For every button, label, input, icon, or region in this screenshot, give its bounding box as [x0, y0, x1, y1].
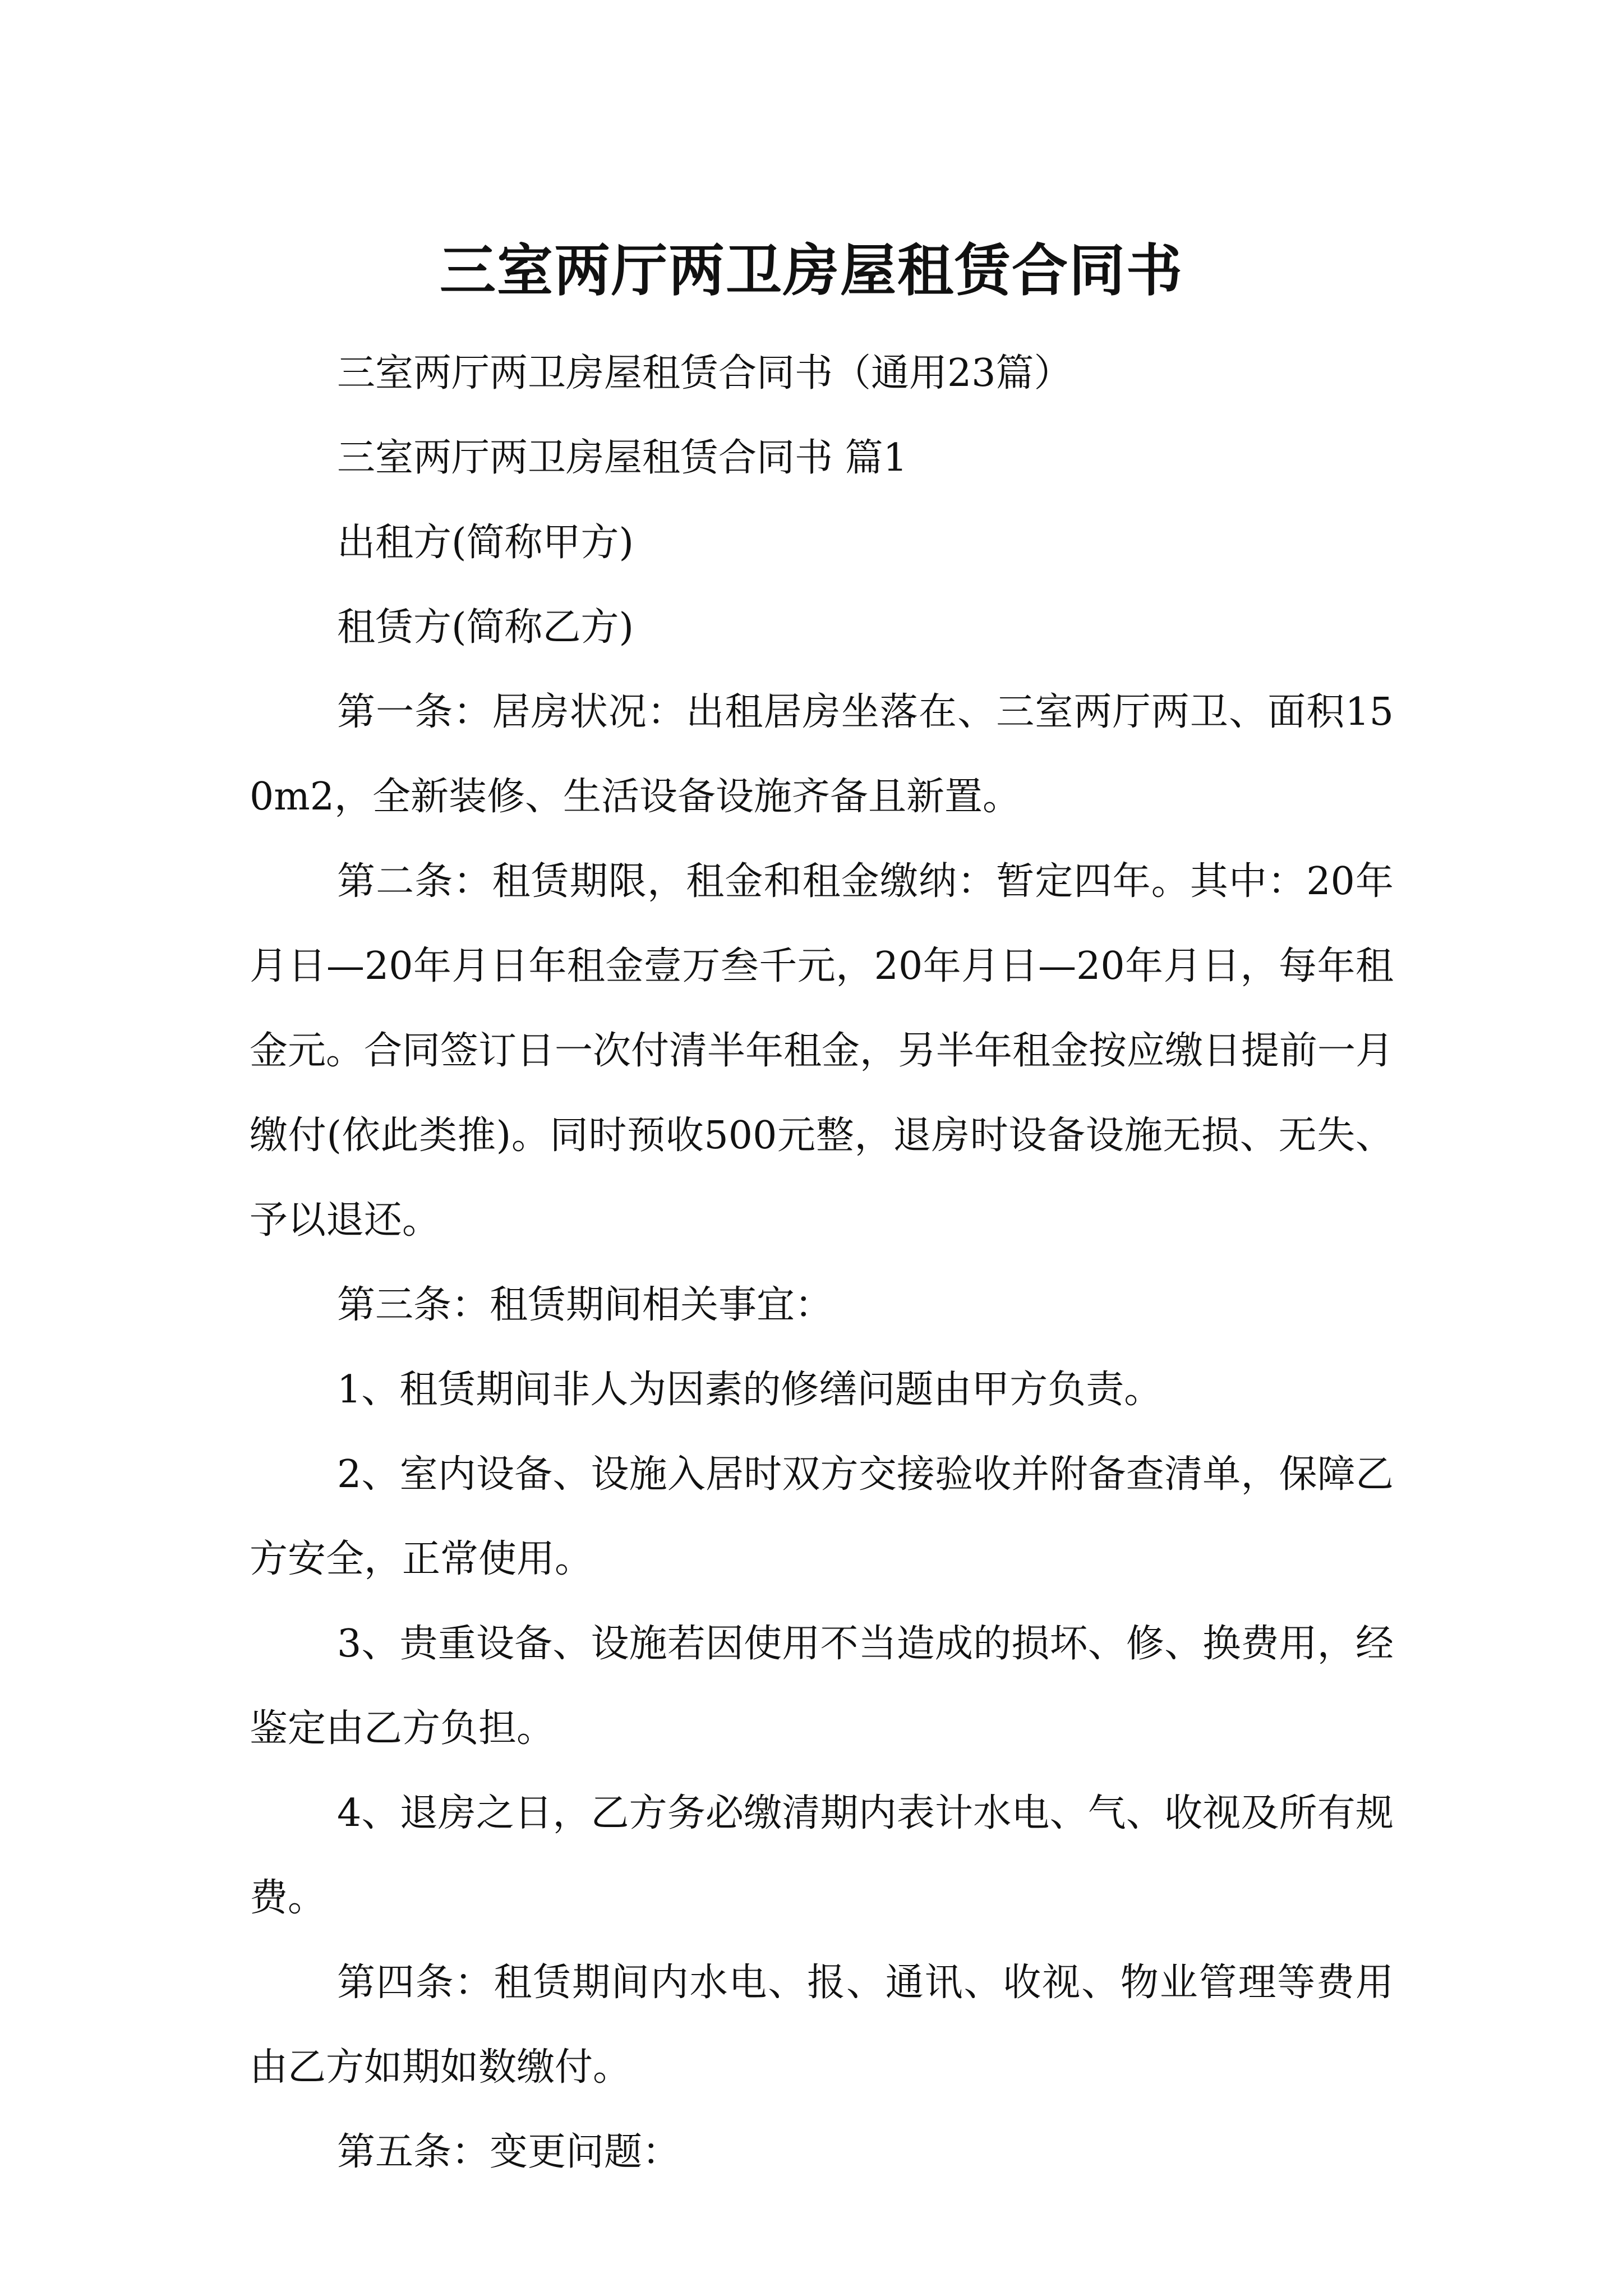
paragraph-item-1: 1、租赁期间非人为因素的修缮问题由甲方负责。 — [337, 1368, 1163, 1412]
paragraph-section-heading: 三室两厅两卫房屋租赁合同书 篇1 — [337, 436, 907, 480]
paragraph-item-3: 3、贵重设备、设施若因使用不当造成的损坏、修、换费用，经鉴定由乙方负担。 — [250, 1622, 1394, 1751]
paragraph-item-2: 2、室内设备、设施入居时双方交接验收并附备查清单，保障乙方安全，正常使用。 — [250, 1452, 1394, 1581]
document-title: 三室两厅两卫房屋租赁合同书 — [440, 237, 1183, 303]
paragraph-article-3: 第三条：租赁期间相关事宜： — [337, 1283, 833, 1327]
paragraph-article-1: 第一条：居房状况：出租居房坐落在、三室两厅两卫、面积150m2，全新装修、生活设备设施齐备且新置。 — [250, 690, 1394, 819]
document-body — [250, 331, 1394, 2194]
paragraph-article-2: 第二条：租赁期限，租金和租金缴纳：暂定四年。其中：20年月日—20年月日年租金壹万叁千元，20年月日—20年月日，每年租金元。合同签订日一次付清半年租金，另半年租金按应缴日提前一月缴付(依此类推)。同时预收500元整，退房时设备设施无损、无失、予以退还。 — [250, 859, 1394, 1243]
paragraph-article-5: 第五条：变更问题： — [337, 2130, 681, 2174]
paragraph-lessor: 出租方(简称甲方) — [337, 521, 634, 565]
paragraph-lessee: 租赁方(简称乙方) — [337, 605, 634, 650]
paragraph-item-4: 4、退房之日，乙方务必缴清期内表计水电、气、收视及所有规费。 — [250, 1791, 1394, 1920]
paragraph-subtitle: 三室两厅两卫房屋租赁合同书（通用23篇） — [337, 351, 1072, 395]
paragraph-article-4: 第四条：租赁期间内水电、报、通讯、收视、物业管理等费用由乙方如期如数缴付。 — [250, 1961, 1394, 2090]
